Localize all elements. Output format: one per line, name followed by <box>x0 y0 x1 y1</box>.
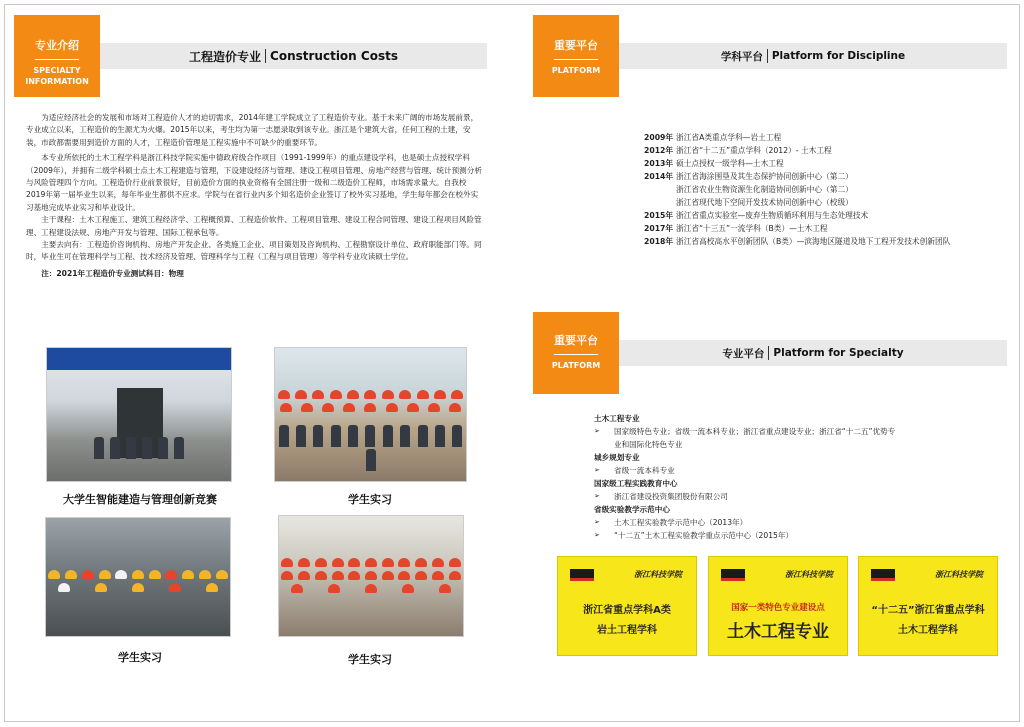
exam-note: 注：2021年工程造价专业测试科目：物理 <box>41 268 184 278</box>
hard-hats <box>275 388 466 414</box>
list-heading: 土木工程专业 <box>594 414 640 423</box>
header-separator <box>767 49 768 63</box>
header-en: Platform for Discipline <box>771 50 906 62</box>
header-separator <box>265 49 266 63</box>
list-heading: 省级实验教学示范中心 <box>594 505 670 514</box>
paragraph: 本专业所依托的土木工程学科是浙江科技学院实施中德政府级合作项目（1991-1999年）的重点建设学科，也是硕士点授权学科（2009年），并拥有二级学科硕士点土木工程建造与管理，下设建设经济与管理、建设工程项目管理、房地产经营与管理、统计预测分析与风险管理四个方向。工程造价行业前景很好，目前造价方面的执业资格有全国注册一级和二级造价工程师，市场需求量大。自我校2019年第一届毕业生以来，每年毕业生都供不应求。学院与在省行业内多个知名造价企业签订了校外实习基地，学生每年都会在校外实习基地完成毕业实习和毕业设计。 <box>26 153 482 212</box>
school-logo-icon <box>570 569 594 578</box>
tab-subtitle: PLATFORM <box>551 361 601 370</box>
tab-subtitle: INFORMATION <box>25 77 89 86</box>
specialty-list <box>594 412 994 542</box>
header-cn: 专业平台 <box>722 347 765 360</box>
list-item: 2014年 浙江省海涂围垦及其生态保护协同创新中心（第二） <box>644 172 853 181</box>
list-item: 浙江省现代地下空间开发技术协同创新中心（校级） <box>676 198 853 207</box>
list-item: 2012年 浙江省“十二五”重点学科（2012）- 土木工程 <box>644 146 832 155</box>
people-group <box>47 436 231 460</box>
arrow-bullet-icon: ➢ <box>594 492 600 500</box>
arrow-bullet-icon: ➢ <box>594 427 600 435</box>
plaque-school: 浙江科技学院 <box>785 570 833 579</box>
paragraph: 为适应经济社会的发展和市场对工程造价人才的迫切需求，2014年建工学院成立了工程造价专业。基于未来广阔的市场发展前景，专业成立以来，工程造价的生源尤为火爆。2015年以来，考生均为第一志愿录取到该专业。浙江是个建筑大省，任何工程的土建，安装，市政都需要用到造价方面的人才，工程造价管理是工程实施中不可缺少的重要环节。 <box>26 113 479 147</box>
list-item: 2009年 浙江省A类重点学科—岩土工程 <box>644 133 782 142</box>
paragraph: 主要去向有：工程造价咨询机构、房地产开发企业、各类施工企业、项目策划及咨询机构、工程勘察设计单位、政府职能部门等。同时，毕业生可在管理科学与工程、技术经济及管理、管理科学与工程（工程与项目管理）等学科专业攻读硕士学位。 <box>26 240 482 262</box>
plaque <box>557 556 697 656</box>
list-item: ➢ “十二五”土木工程实验教学重点示范中心（2015年） <box>594 531 794 540</box>
paragraph: 主干课程：土木工程施工、建筑工程经济学、工程概预算、工程造价软件、工程项目管理、建设工程合同管理、建设工程项目风险管理、工程建设法规、房地产开发与管理、国际工程承包等。 <box>26 215 482 237</box>
tab-title: 重要平台 <box>554 334 598 347</box>
section-header <box>100 43 487 69</box>
tab-divider <box>35 59 79 60</box>
plaque-line2: 土木工程学科 <box>898 625 958 636</box>
people-group <box>275 424 466 472</box>
tab-title: 专业介绍 <box>35 39 79 52</box>
arrow-bullet-icon: ➢ <box>594 531 600 539</box>
header-en: Platform for Specialty <box>773 347 904 359</box>
list-item: ➢ 土木工程实验教学示范中心（2013年） <box>594 518 748 527</box>
list-item: ➢ 浙江省建设投资集团股份有限公司 <box>594 492 728 501</box>
list-item: 2015年 浙江省重点实验室—废弃生物质循环利用与生态处理技术 <box>644 211 869 220</box>
header-en: Construction Costs <box>270 49 398 63</box>
section-header <box>619 340 1007 366</box>
arrow-bullet-icon: ➢ <box>594 518 600 526</box>
school-logo-icon <box>871 569 895 578</box>
plaque-school: 浙江科技学院 <box>935 570 983 579</box>
list-item: 2013年 硕士点授权一级学科—土木工程 <box>644 159 784 168</box>
tab-title: 重要平台 <box>554 39 598 52</box>
plaque-line1: “十二五”浙江省重点学科 <box>871 605 985 616</box>
list-heading: 城乡规划专业 <box>594 453 640 462</box>
list-item: 2018年 浙江省高校高水平创新团队（B类）—滨海地区隧道及地下工程开发技术创新团队 <box>644 237 951 246</box>
plaque <box>708 556 848 656</box>
photo-caption: 学生实习 <box>348 493 392 506</box>
tab-subtitle: PLATFORM <box>551 66 601 75</box>
photo-competition <box>46 347 232 482</box>
photo-internship-site <box>45 517 231 637</box>
tab-divider <box>554 59 598 60</box>
list-item: ➢ 省级一流本科专业 <box>594 466 675 475</box>
hard-hats <box>279 556 463 595</box>
plaque-line2: 岩土工程学科 <box>597 625 657 636</box>
plaque-line2: 土木工程专业 <box>727 622 829 642</box>
plaque-school: 浙江科技学院 <box>634 570 682 579</box>
list-item: 2017年 浙江省“十三五”一流学科（B类）—土木工程 <box>644 224 828 233</box>
plaque-line1: 国家一类特色专业建设点 <box>731 603 825 613</box>
list-item: 浙江省农业生物资源生化制造协同创新中心（第二） <box>676 185 853 194</box>
list-item: ➢ 国家级特色专业；省级一流本科专业；浙江省重点建设专业；浙江省“十二五”优势专 <box>594 427 896 436</box>
school-logo-icon <box>721 569 745 578</box>
arrow-bullet-icon: ➢ <box>594 466 600 474</box>
photo-caption: 学生实习 <box>118 651 162 664</box>
banner <box>47 348 231 370</box>
plaque <box>858 556 998 656</box>
section-tab-specialty <box>14 15 100 97</box>
photo-caption: 大学生智能建造与管理创新竞赛 <box>63 493 217 506</box>
header-cn: 工程造价专业 <box>189 49 262 64</box>
section-tab-platform <box>533 312 619 394</box>
intro-text <box>26 112 482 280</box>
section-header <box>619 43 1007 69</box>
hard-hats <box>46 568 230 594</box>
list-heading: 国家级工程实践教育中心 <box>594 479 678 488</box>
discipline-list <box>644 131 1004 248</box>
plaque-line1: 浙江省重点学科A类 <box>583 605 671 616</box>
tab-divider <box>554 354 598 355</box>
list-item-continuation: 业和国际化特色专业 <box>614 440 683 449</box>
photo-caption: 学生实习 <box>348 653 392 666</box>
header-cn: 学科平台 <box>720 50 763 63</box>
photo-internship-meeting <box>278 515 464 637</box>
tab-subtitle: SPECIALTY <box>33 66 81 75</box>
header-separator <box>768 346 769 360</box>
section-tab-platform <box>533 15 619 97</box>
photo-internship-group <box>274 347 467 482</box>
